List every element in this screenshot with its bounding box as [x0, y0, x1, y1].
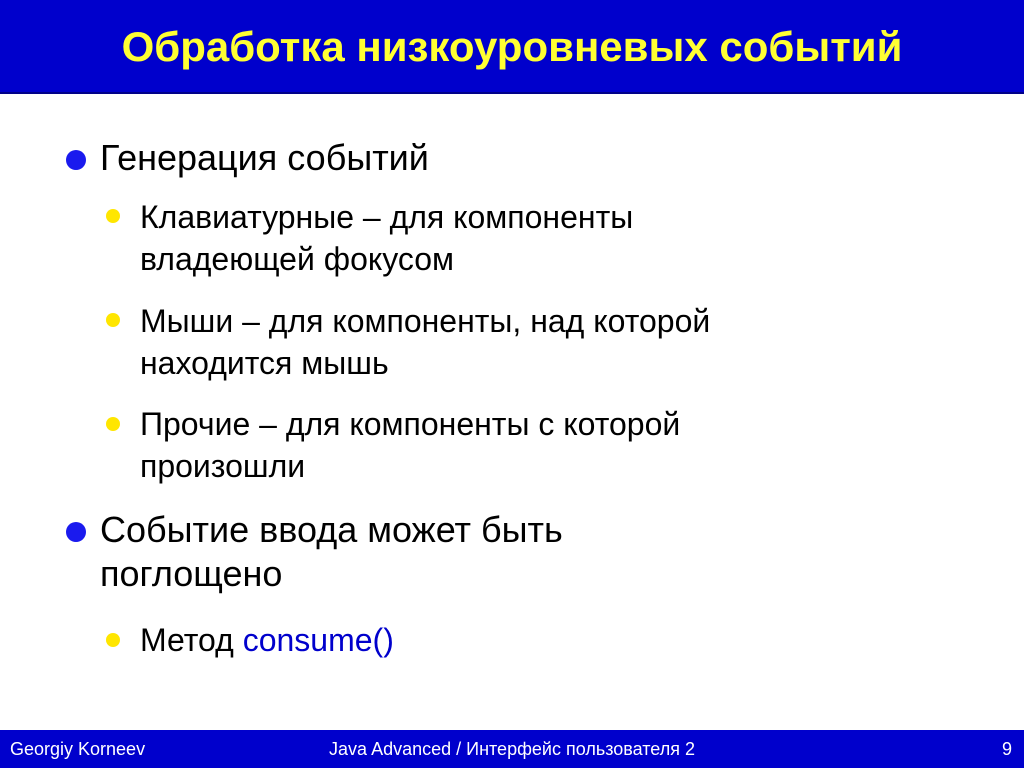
- sub-bullet-line: владеющей фокусом: [140, 241, 455, 277]
- slide-title: Обработка низкоуровневых событий: [121, 23, 903, 70]
- sub-bullet-item: [140, 403, 980, 487]
- bullet-dot-icon: [66, 150, 86, 170]
- sub-bullet-dot-icon: [106, 313, 120, 327]
- sub-bullet-dot-icon: [106, 633, 120, 647]
- sub-bullet-line: Мыши – для компоненты, над которой: [140, 303, 711, 339]
- sub-bullet-item: [140, 196, 980, 280]
- bullet-item: Генерация событий: [100, 137, 429, 178]
- footer-course: Java Advanced / Интерфейс пользователя 2: [329, 739, 695, 759]
- sub-bullet-line: Клавиатурные – для компоненты: [140, 199, 634, 235]
- bullet-item: [100, 508, 980, 596]
- footer-author: Georgiy Korneev: [10, 739, 146, 759]
- sub-bullet-item: [140, 619, 980, 661]
- sub-bullet-line: произошли: [140, 448, 306, 484]
- sub-bullet-dot-icon: [106, 209, 120, 223]
- sub-bullet-item: [140, 300, 980, 384]
- bullet-dot-icon: [66, 522, 86, 542]
- bullet-line: поглощено: [100, 553, 283, 594]
- sub-bullet-line: Прочие – для компоненты с которой: [140, 406, 681, 442]
- method-prefix: Метод: [140, 622, 243, 658]
- sub-bullet-dot-icon: [106, 417, 120, 431]
- method-code: consume(): [242, 622, 394, 658]
- bullet-line: Событие ввода может быть: [100, 509, 563, 550]
- sub-bullet-line: находится мышь: [140, 345, 389, 381]
- footer-page-number: 9: [1001, 739, 1012, 759]
- footer-bar: [0, 730, 1024, 768]
